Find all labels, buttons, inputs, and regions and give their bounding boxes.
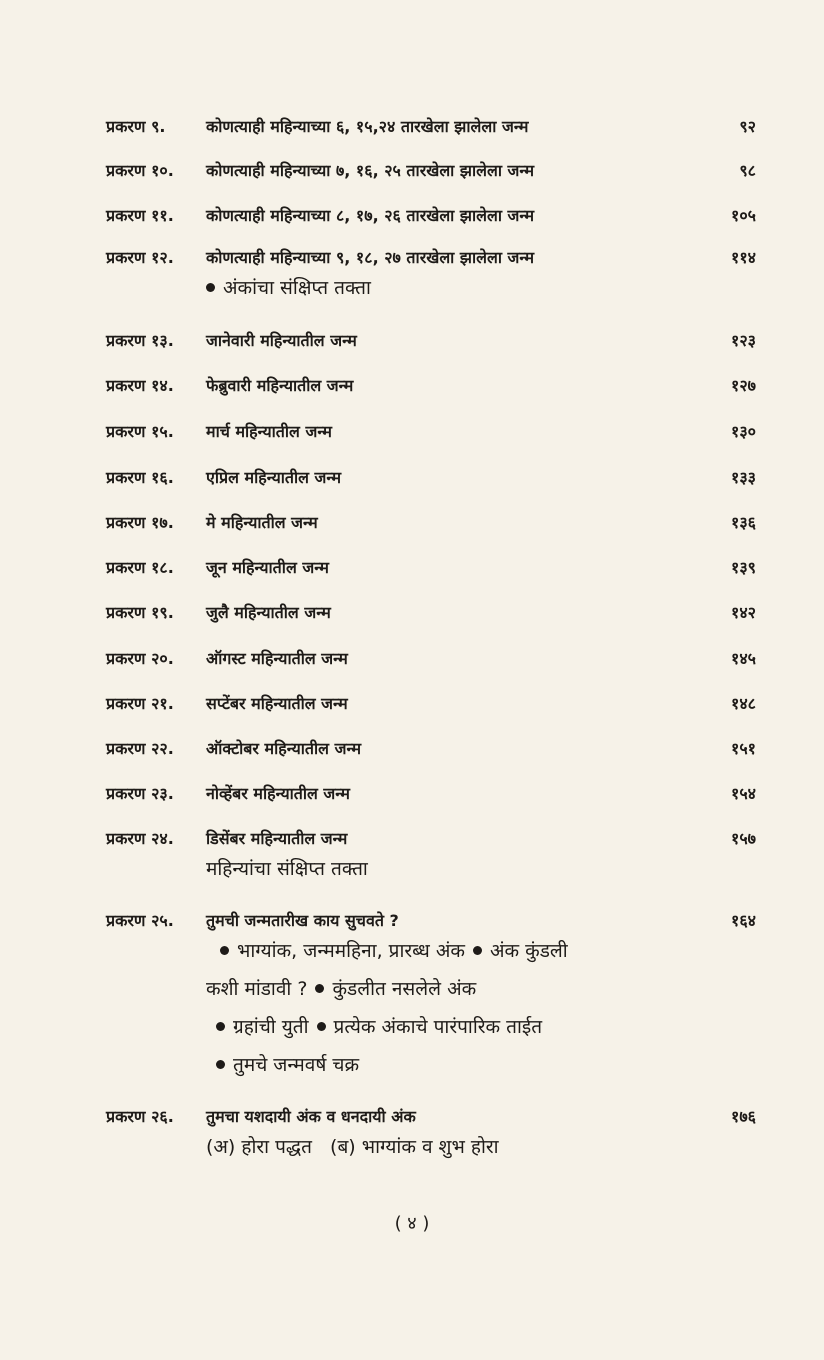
chapter-subtopic: (अ) होरा पद्धत (ब) भाग्यांक व शुभ होरा [206,1136,499,1158]
chapter-label: प्रकरण २२. [106,739,174,758]
page-number: १६४ [731,911,756,930]
page-number: १३६ [731,513,756,532]
chapter-subtopic: अंकांचा संक्षिप्त तक्ता [206,269,696,307]
bullet-icon [317,1022,326,1031]
chapter-title: तुमची जन्मतारीख काय सुचवते ? [206,911,399,930]
bullet-icon [216,1060,225,1069]
chapter-title: नोव्हेंबर महिन्यातील जन्म [206,784,350,803]
page-number: ९२ [739,117,756,136]
toc-row [106,205,756,227]
chapter-label: प्रकरण १५. [106,422,174,441]
toc-row [106,375,756,397]
toc-row [106,1106,756,1166]
chapter-label: प्रकरण १०. [106,161,174,180]
chapter-subtopic: महिन्यांचा संक्षिप्त तक्ता [206,858,368,880]
toc-row [106,783,756,805]
page-number: १२३ [731,331,756,350]
toc-row [106,247,756,307]
chapter-label: प्रकरण १८. [106,558,174,577]
chapter-title: कोणत्याही महिन्याच्या ८, १७, २६ तारखेला झालेला जन्म [206,206,535,225]
page-number: ११४ [731,248,756,267]
chapter-title: मार्च महिन्यातील जन्म [206,422,333,441]
toc-row [106,421,756,443]
chapter-label: प्रकरण २४. [106,829,174,848]
toc-row [106,602,756,624]
chapter-label: प्रकरण १२. [106,248,174,267]
page-footer-number: ( ४ ) [394,1213,430,1234]
toc-row [106,648,756,670]
chapter-label: प्रकरण १९. [106,603,174,622]
toc-row [106,910,756,1084]
page-number: १२७ [731,376,756,395]
chapter-subtopic: कशी मांडावी ? कुंडलीत नसलेले अंक [206,978,477,1000]
chapter-title: कोणत्याही महिन्याच्या ६, १५,२४ तारखेला झालेला जन्म [206,117,529,136]
chapter-title: जुलै महिन्यातील जन्म [206,603,331,622]
page-number: १३० [731,422,756,441]
chapter-label: प्रकरण २५. [106,911,174,930]
chapter-title: डिसेंबर महिन्यातील जन्म [206,829,348,848]
chapter-label: प्रकरण १६. [106,468,174,487]
chapter-title: कोणत्याही महिन्याच्या ९, १८, २७ तारखेला झालेला जन्म [206,248,535,267]
chapter-title: जानेवारी महिन्यातील जन्म [206,331,357,350]
page-number: १५१ [731,739,756,758]
page-number: १४५ [731,649,756,668]
bullet-icon [220,946,229,955]
chapter-label: प्रकरण २३. [106,784,174,803]
chapter-label: प्रकरण १४. [106,376,174,395]
chapter-title: फेब्रुवारी महिन्यातील जन्म [206,376,354,395]
chapter-title: ऑक्टोबर महिन्यातील जन्म [206,739,362,758]
toc-row [106,116,756,138]
page-number: १७६ [731,1107,756,1126]
chapter-subtopic: तुमचे जन्मवर्ष चक्र [206,1046,696,1084]
chapter-label: प्रकरण ९. [106,117,166,136]
chapter-title: जून महिन्यातील जन्म [206,558,329,577]
chapter-title: ऑगस्ट महिन्यातील जन्म [206,649,348,668]
chapter-subtopic: भाग्यांक, जन्ममहिना, प्रारब्ध अंक अंक कुंडली [206,932,696,970]
chapter-title: सप्टेंबर महिन्यातील जन्म [206,694,348,713]
toc-row [106,330,756,352]
chapter-label: प्रकरण २०. [106,649,174,668]
toc-row [106,693,756,715]
page-number: १५७ [731,829,756,848]
chapter-label: प्रकरण १३. [106,331,174,350]
page-number: १४२ [731,603,756,622]
page-number: १४८ [731,694,756,713]
page-number: १०५ [731,206,756,225]
bullet-icon [473,946,482,955]
chapter-label: प्रकरण २१. [106,694,174,713]
page-number: ९८ [739,161,756,180]
chapter-label: प्रकरण २६. [106,1107,174,1126]
bullet-icon [206,283,215,292]
toc-row [106,738,756,760]
chapter-subtopic: ग्रहांची युती प्रत्येक अंकाचे पारंपारिक ताईत [206,1008,696,1046]
page-number: १३३ [731,468,756,487]
toc-row [106,828,756,888]
chapter-title: तुमचा यशदायी अंक व धनदायी अंक [206,1107,416,1126]
toc-row [106,160,756,182]
chapter-title: एप्रिल महिन्यातील जन्म [206,468,342,487]
bullet-icon [216,1022,225,1031]
page-number: १५४ [731,784,756,803]
toc-row [106,557,756,579]
toc-row [106,467,756,489]
toc-row [106,512,756,534]
page-number: १३९ [731,558,756,577]
chapter-title: मे महिन्यातील जन्म [206,513,318,532]
bullet-icon [315,984,324,993]
chapter-label: प्रकरण ११. [106,206,174,225]
chapter-title: कोणत्याही महिन्याच्या ७, १६, २५ तारखेला झालेला जन्म [206,161,535,180]
chapter-label: प्रकरण १७. [106,513,174,532]
